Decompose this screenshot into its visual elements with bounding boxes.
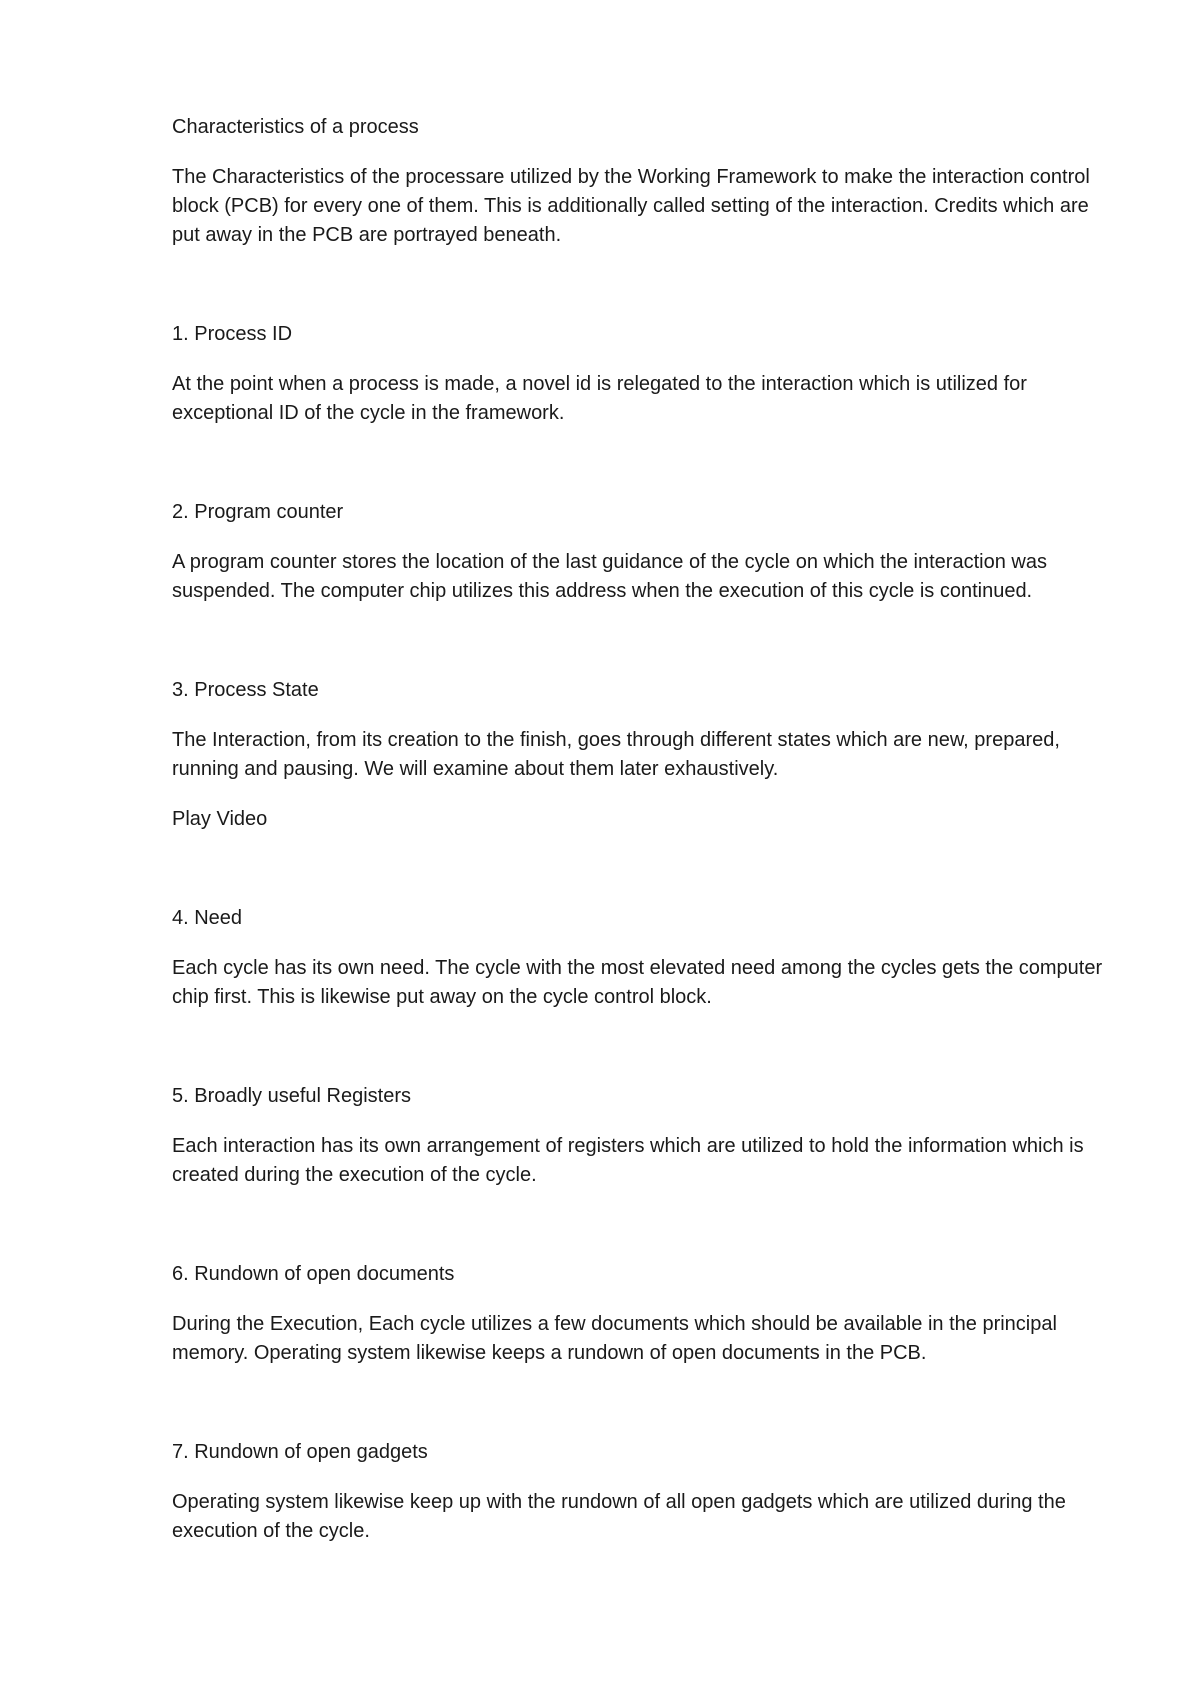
section-heading: 5. Broadly useful Registers — [172, 1085, 412, 1107]
section-body: At the point when a process is made, a novel id is relegated to the interaction which is utilized for exceptional ID of the cycle in the framework. — [172, 373, 1027, 424]
section-body: During the Execution, Each cycle utilizes a few documents which should be available in the principal memory. Operating system likewise keeps a rundown of open documents in the PCB. — [172, 1313, 1057, 1364]
section-heading: 6. Rundown of open documents — [172, 1263, 455, 1285]
section-need — [172, 904, 1112, 1012]
section-body: A program counter stores the location of the last guidance of the cycle on which the interaction was suspended. The computer chip utilizes this address when the execution of this cycle is continued. — [172, 551, 1047, 602]
section-body: Each cycle has its own need. The cycle with the most elevated need among the cycles gets the computer chip first. This is likewise put away on the cycle control block. — [172, 957, 1103, 1008]
section-heading: 7. Rundown of open gadgets — [172, 1441, 428, 1463]
section-registers — [172, 1082, 1112, 1190]
section-process-state — [172, 676, 1112, 834]
intro-paragraph: The Characteristics of the processare utilized by the Working Framework to make the interaction control block (PCB) for every one of them. This is additionally called setting of the interaction. Credits which are put away in the PCB are portrayed beneath. — [172, 166, 1090, 246]
section-heading: 3. Process State — [172, 679, 319, 701]
section-heading: 2. Program counter — [172, 501, 344, 523]
section-open-documents — [172, 1260, 1112, 1368]
section-process-id — [172, 320, 1112, 428]
play-video-text: Play Video — [172, 808, 268, 830]
section-heading: 1. Process ID — [172, 323, 293, 345]
section-program-counter — [172, 498, 1112, 606]
section-heading: 4. Need — [172, 907, 243, 929]
document-title: Characteristics of a process — [172, 116, 419, 138]
section-body: Operating system likewise keep up with the rundown of all open gadgets which are utilized during the execution of the cycle. — [172, 1491, 1066, 1542]
section-open-gadgets — [172, 1438, 1112, 1546]
section-body: Each interaction has its own arrangement of registers which are utilized to hold the information which is created during the execution of the cycle. — [172, 1135, 1084, 1186]
document-content — [172, 113, 1112, 1546]
section-body: The Interaction, from its creation to the finish, goes through different states which are new, prepared, running and pausing. We will examine about them later exhaustively. — [172, 729, 1060, 780]
